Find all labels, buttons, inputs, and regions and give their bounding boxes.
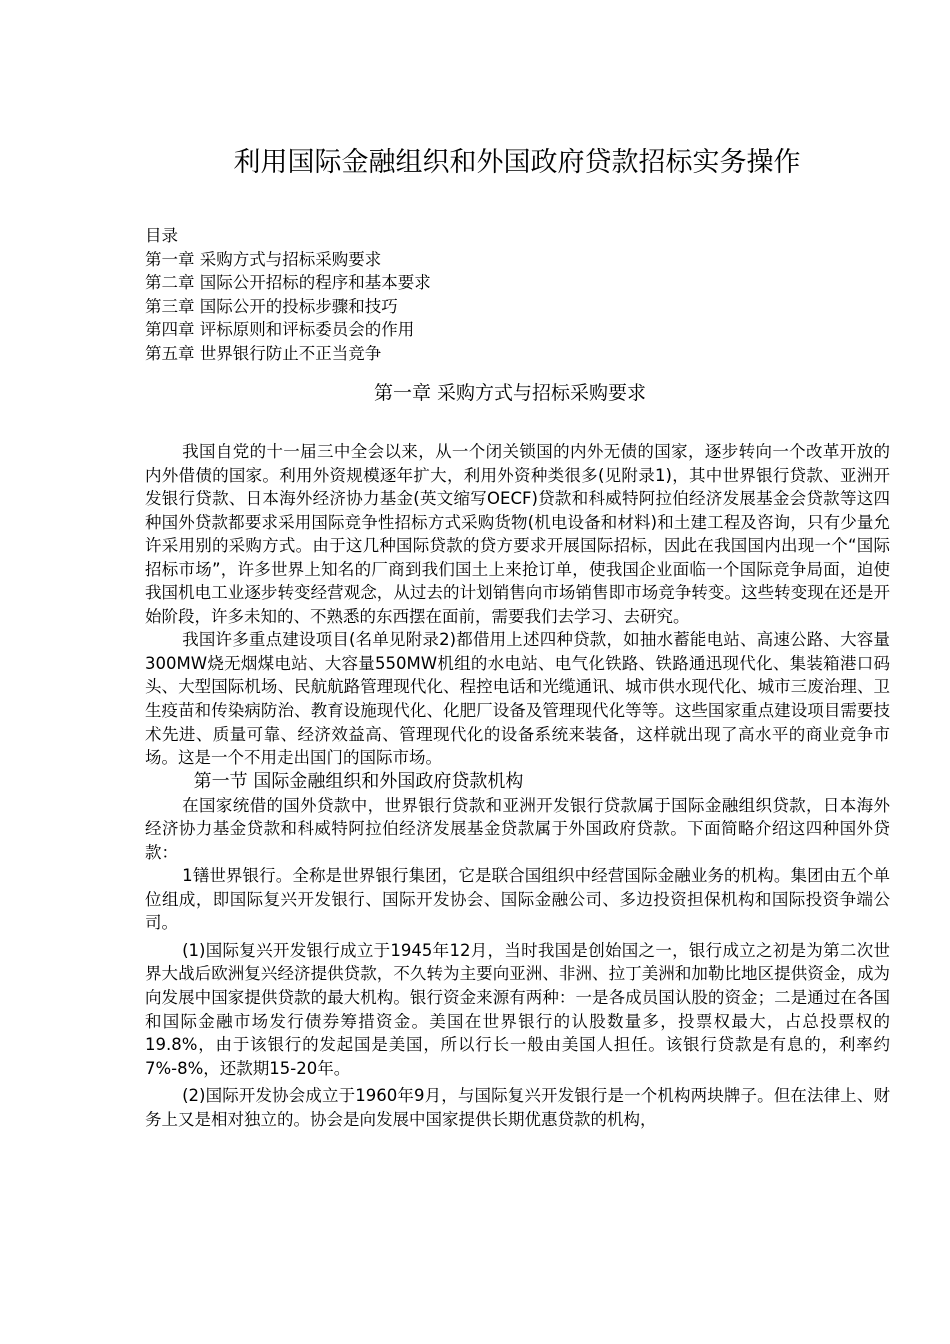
table-of-contents xyxy=(145,224,845,366)
toc-item-chapter-2: 第二章 国际公开招标的程序和基本要求 xyxy=(145,273,431,293)
paragraph: 我国自党的十一届三中全会以来，从一个闭关锁国的内外无债的国家，逐步转向一个改革开放的内外借债的国家。利用外资规模逐年扩大，利用外资种类很多(见附录1)，其中世界银行贷款、亚洲开发银行贷款、日本海外经济协力基金(英文缩写OECF)贷款和科威特阿拉伯经济发展基金会贷款等这四种国外贷款都要求采用国际竞争性招标方式采购货物(机电设备和材料)和土建工程及咨询，只有少量允许采用别的采购方式。由于这几种国际贷款的贷方要求开展国际招标，因此在我国国内出现一个“国际招标市场”，许多世界上知名的厂商到我们国土上来抢订单，使我国企业面临一个国际竞争局面，迫使我国机电工业逐步转变经营观念，从过去的计划销售向市场销售即市场竞争转变。这些转变现在还是开始阶段，许多未知的、不熟悉的东西摆在面前，需要我们去学习、去研究。 xyxy=(145,442,890,626)
paragraph: 在国家统借的国外贷款中，世界银行贷款和亚洲开发银行贷款属于国际金融组织贷款，日本海外经济协力基金贷款和科威特阿拉伯经济发展基金贷款属于外国政府贷款。下面简略介绍这四种国外贷款： xyxy=(145,795,890,862)
body-text xyxy=(145,440,890,1131)
toc-item-chapter-1: 第一章 采购方式与招标采购要求 xyxy=(145,249,382,269)
section-title: 第一节 国际金融组织和外国政府贷款机构 xyxy=(193,770,524,792)
paragraph: 我国许多重点建设项目(名单见附录2)都借用上述四种贷款，如抽水蓄能电站、高速公路、大容量300MW烧无烟煤电站、大容量550MW机组的水电站、电气化铁路、铁路通迅现代化、集装箱港口码头、大型国际机场、民航航路管理现代化、程控电话和光缆通讯、城市供水现代化、城市三废治理、卫生疫苗和传染病防治、教育设施现代化、化肥厂设备及管理现代化等等。这些国家重点建设项目需要技术先进、质量可靠、经济效益高、管理现代化的设备系统来装备，这样就出现了高水平的商业竞争市场。这是一个不用走出国门的国际市场。 xyxy=(145,630,890,768)
toc-item-chapter-3: 第三章 国际公开的投标步骤和技巧 xyxy=(145,296,398,316)
toc-item-chapter-5: 第五章 世界银行防止不正当竞争 xyxy=(145,343,382,363)
paragraph: (2)国际开发协会成立于1960年9月，与国际复兴开发银行是一个机构两块牌子。但在法律上、财务上又是相对独立的。协会是向发展中国家提供长期优惠贷款的机构， xyxy=(145,1086,890,1129)
paragraph: 1䦅世界银行。全称是世界银行集团，它是联合国组织中经营国际金融业务的机构。集团由五个单位组成，即国际复兴开发银行、国际开发协会、国际金融公司、多边投资担保机构和国际投资争端公司。 xyxy=(145,866,890,933)
paragraph: (1)国际复兴开发银行成立于1945年12月，当时我国是创始国之一，银行成立之初是为第二次世界大战后欧洲复兴经济提供贷款，不久转为主要向亚洲、非洲、拉丁美洲和加勒比地区提供资金，成为向发展中国家提供贷款的最大机构。银行资金来源有两种：一是各成员国认股的资金；二是通过在各国和国际金融市场发行债券筹措资金。美国在世界银行的认股数量多，投票权最大，占总投票权的19.8%，由于该银行的发起国是美国，所以行长一般由美国人担任。该银行贷款是有息的，利率约7%-8%，还款期15-20年。 xyxy=(145,940,890,1078)
document-title: 利用国际金融组织和外国政府贷款招标实务操作 xyxy=(233,147,801,178)
toc-heading: 目录 xyxy=(145,226,178,245)
toc-item-chapter-4: 第四章 评标原则和评标委员会的作用 xyxy=(145,320,415,340)
chapter-title: 第一章 采购方式与招标采购要求 xyxy=(373,382,647,404)
